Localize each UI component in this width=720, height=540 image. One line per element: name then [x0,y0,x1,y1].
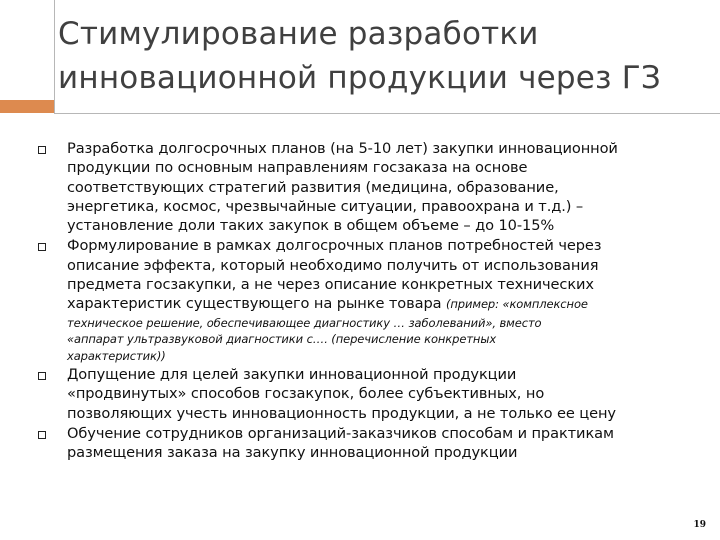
bullet-item-4 [38,424,688,463]
accent-bar [0,100,54,113]
square-bullet-icon [38,372,46,380]
bullet-item-3 [38,365,688,423]
example-line: техническое решение, обеспечивающее диагностику … заболеваний», вместо [67,315,542,330]
bullet-line: описание эффекта, который необходимо получить от использования [67,256,599,274]
bullet-line: «продвинутых» способов госзакупок, более субъективных, но [67,385,545,403]
bullet-item-1 [38,139,688,235]
bullet-line: позволяющих учесть инновационность продукции, а не только ее цену [67,404,616,422]
example-line: «аппарат ультразвуковой диагностики с…. (перечисление конкретных [67,332,497,347]
bullet-line: Разработка долгосрочных планов (на 5-10 лет) закупки инновационной [67,140,618,157]
bullet-line: Обучение сотрудников организаций-заказчиков способам и практикам [67,425,614,443]
bullet-line: продукции по основным направлениям госзаказа на основе [67,159,528,177]
bullet-line: энергетика, космос, чрезвычайные ситуации, правоохрана и т.д.) – [67,197,584,215]
bullet-line: установление доли таких закупок в общем объеме – до 10-15% [67,217,555,235]
square-bullet-icon [38,243,46,251]
bullet-line: Допущение для целей закупки инновационной продукции [67,366,517,384]
bullet-line: размещения заказа на закупку инновационной продукции [67,444,518,462]
title-line-2: инновационной продукции через ГЗ [58,60,661,96]
bullet-line: предмета госзакупки, а не через описание конкретных технических [67,276,594,294]
bullet-line-with-example [67,294,688,314]
title-line-1: Стимулирование разработки [58,16,539,52]
bullet-line: Формулирование в рамках долгосрочных планов потребностей через [67,237,602,255]
bullet-item-2 [38,236,688,364]
vertical-rule [54,0,55,114]
bullet-line-text: характеристик существующего на рынке товара [67,295,446,313]
example-text: (пример: «комплексное [446,297,588,312]
example-line: характеристик)) [67,348,166,363]
horizontal-rule [54,113,720,114]
page-number: 19 [693,520,706,530]
bullet-line: соответствующих стратегий развития (медицина, образование, [67,178,559,196]
square-bullet-icon [38,146,46,154]
square-bullet-icon [38,431,46,439]
bullet-list [38,139,688,464]
slide-title [58,12,708,100]
